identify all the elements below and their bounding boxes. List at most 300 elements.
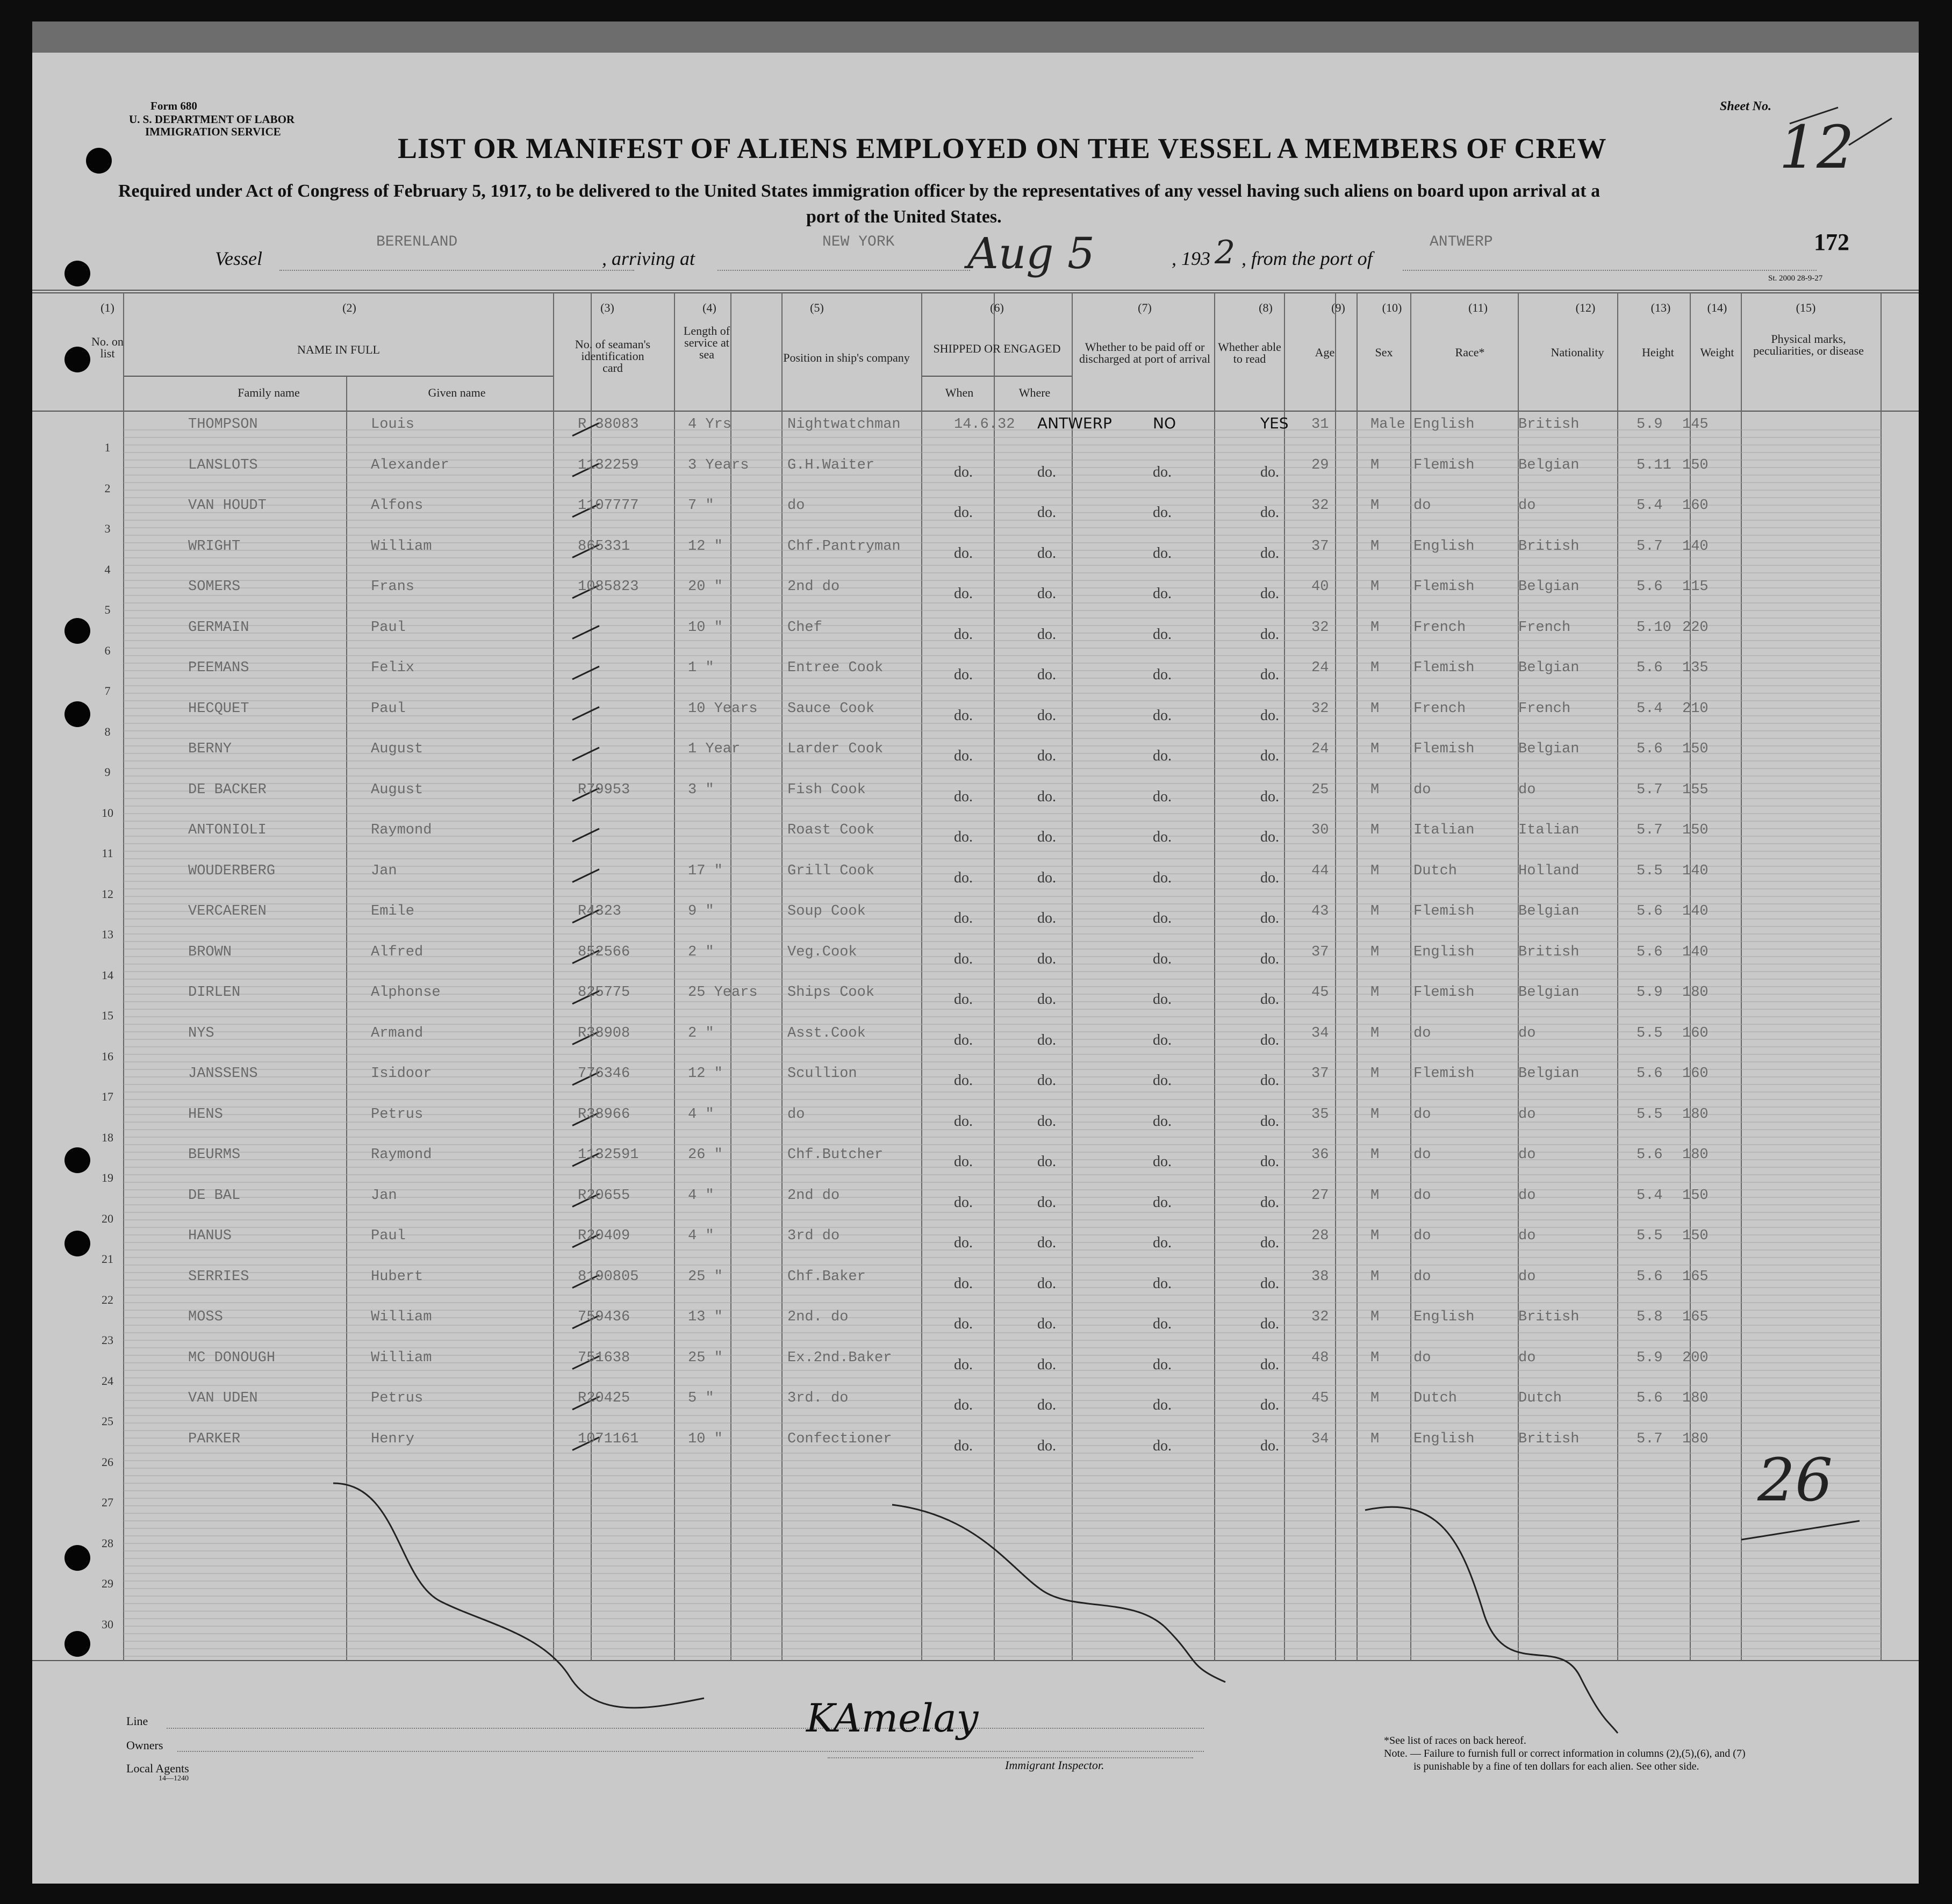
cell-read: do. bbox=[1260, 504, 1279, 521]
printer-code: St. 2000 28-9-27 bbox=[1768, 274, 1823, 283]
form-subtitle-2: port of the United States. bbox=[806, 207, 1002, 227]
cell-race: Flemish bbox=[1413, 579, 1475, 595]
cell-given: August bbox=[371, 781, 424, 798]
cell-weight: 150 bbox=[1682, 1228, 1709, 1244]
column-number: (5) bbox=[810, 301, 824, 314]
cell-weight: 160 bbox=[1682, 1025, 1709, 1041]
header-weight: Weight bbox=[1700, 346, 1734, 359]
vessel-name: BERENLAND bbox=[376, 234, 458, 250]
cell-family: DE BAL bbox=[188, 1187, 241, 1204]
row-number: 4 bbox=[104, 562, 111, 576]
cell-nat: do bbox=[1518, 1025, 1536, 1041]
cell-where: do. bbox=[1037, 1072, 1056, 1089]
cell-read: do. bbox=[1260, 666, 1279, 683]
cell-where: do. bbox=[1037, 1031, 1056, 1048]
header-age: Age bbox=[1315, 346, 1335, 359]
cell-sex: M bbox=[1370, 1066, 1380, 1082]
check-tick bbox=[572, 666, 599, 679]
cell-sex: M bbox=[1370, 944, 1380, 960]
cell-weight: 140 bbox=[1682, 944, 1709, 960]
cell-paid: NO bbox=[1153, 414, 1176, 432]
row-number: 7 bbox=[104, 684, 111, 698]
column-number: (10) bbox=[1382, 301, 1402, 314]
cell-position: Larder Cook bbox=[787, 741, 884, 757]
row-number: 22 bbox=[102, 1292, 113, 1306]
cell-weight: 160 bbox=[1682, 1066, 1709, 1082]
cell-when: do. bbox=[954, 910, 973, 926]
cell-age: 32 bbox=[1311, 619, 1329, 636]
cell-sex: M bbox=[1370, 863, 1380, 879]
cell-card: R20409 bbox=[578, 1228, 630, 1244]
cell-weight: 180 bbox=[1682, 1390, 1709, 1406]
cell-given: Hubert bbox=[371, 1268, 424, 1285]
cell-given: Emile bbox=[371, 903, 415, 919]
cell-position: do bbox=[787, 1106, 805, 1123]
cell-when: do. bbox=[954, 626, 973, 643]
row-number: 8 bbox=[104, 724, 111, 738]
cell-length: 17 " bbox=[688, 863, 723, 879]
cell-age: 24 bbox=[1311, 660, 1329, 676]
row-number: 30 bbox=[102, 1617, 113, 1631]
cell-where: do. bbox=[1037, 788, 1056, 805]
cell-paid: do. bbox=[1153, 748, 1172, 764]
row-number: 25 bbox=[102, 1414, 113, 1428]
cell-where: do. bbox=[1037, 463, 1056, 480]
cell-card: 852566 bbox=[578, 944, 630, 960]
cell-length: 9 " bbox=[688, 903, 714, 919]
cell-race: English bbox=[1413, 538, 1475, 555]
cell-position: Veg.Cook bbox=[787, 944, 857, 960]
cell-race: do bbox=[1413, 1147, 1431, 1163]
column-number: (12) bbox=[1575, 301, 1596, 314]
cell-given: Jan bbox=[371, 863, 397, 879]
column-number: (1) bbox=[101, 301, 114, 314]
cell-age: 25 bbox=[1311, 781, 1329, 798]
cell-sex: M bbox=[1370, 781, 1380, 798]
cell-weight: 220 bbox=[1682, 619, 1709, 636]
cell-family: SOMERS bbox=[188, 579, 241, 595]
cell-length: 4 " bbox=[688, 1228, 714, 1244]
cell-age: 27 bbox=[1311, 1187, 1329, 1204]
cell-given: Alfons bbox=[371, 498, 424, 514]
cell-family: NYS bbox=[188, 1025, 214, 1041]
cell-card: R4323 bbox=[578, 903, 622, 919]
cell-paid: do. bbox=[1153, 829, 1172, 845]
cell-family: GERMAIN bbox=[188, 619, 249, 636]
cell-read: do. bbox=[1260, 544, 1279, 562]
manifest-sheet bbox=[32, 21, 1919, 1884]
cell-card: R20655 bbox=[578, 1187, 630, 1204]
cell-position: Confectioner bbox=[787, 1431, 892, 1447]
cell-card: 1132259 bbox=[578, 457, 639, 473]
cell-race: do bbox=[1413, 498, 1431, 514]
header-sex: Sex bbox=[1375, 346, 1393, 359]
cell-sex: M bbox=[1370, 1187, 1380, 1204]
cell-length: 25 " bbox=[688, 1268, 723, 1285]
cell-family: HECQUET bbox=[188, 700, 249, 717]
column-number: (4) bbox=[702, 301, 716, 314]
cell-paid: do. bbox=[1153, 1316, 1172, 1332]
cell-height: 5.8 bbox=[1637, 1309, 1663, 1325]
cell-position: Chf.Baker bbox=[787, 1268, 866, 1285]
cell-position: 3rd. do bbox=[787, 1390, 849, 1406]
cell-weight: 140 bbox=[1682, 903, 1709, 919]
cell-weight: 135 bbox=[1682, 660, 1709, 676]
cell-where: do. bbox=[1037, 829, 1056, 845]
cell-weight: 150 bbox=[1682, 1187, 1709, 1204]
cell-where: do. bbox=[1037, 1316, 1056, 1332]
cell-sex: M bbox=[1370, 985, 1380, 1001]
cell-card: 759436 bbox=[578, 1309, 630, 1325]
cell-age: 29 bbox=[1311, 457, 1329, 473]
cell-where: do. bbox=[1037, 1153, 1056, 1170]
form-title: LIST OR MANIFEST OF ALIENS EMPLOYED ON THE VESSEL A MEMBERS OF CREW bbox=[398, 132, 1607, 164]
column-number: (9) bbox=[1331, 301, 1345, 314]
cell-read: do. bbox=[1260, 1356, 1279, 1373]
row-number: 11 bbox=[102, 846, 113, 860]
cell-paid: do. bbox=[1153, 1153, 1172, 1170]
cell-sex: M bbox=[1370, 538, 1380, 555]
cell-race: do bbox=[1413, 1349, 1431, 1366]
cell-sex: M bbox=[1370, 741, 1380, 757]
header-race: Race* bbox=[1455, 346, 1485, 359]
cell-height: 5.6 bbox=[1637, 1390, 1663, 1406]
cell-sex: Male bbox=[1370, 416, 1405, 433]
footer-agents-code: 14—1240 bbox=[159, 1774, 189, 1783]
cell-age: 28 bbox=[1311, 1228, 1329, 1244]
cell-card: R38966 bbox=[578, 1106, 630, 1123]
vessel-label: Vessel bbox=[215, 248, 262, 269]
cell-nat: French bbox=[1518, 619, 1571, 636]
cell-sex: M bbox=[1370, 1147, 1380, 1163]
cell-where: do. bbox=[1037, 1356, 1056, 1373]
cell-where: do. bbox=[1037, 544, 1056, 562]
cell-nat: Belgian bbox=[1518, 985, 1580, 1001]
cell-age: 45 bbox=[1311, 985, 1329, 1001]
row-number: 20 bbox=[102, 1211, 113, 1225]
cell-given: Raymond bbox=[371, 822, 432, 838]
header-length-service: Length of service at sea bbox=[683, 324, 730, 361]
cell-read: do. bbox=[1260, 950, 1279, 967]
cell-height: 5.4 bbox=[1637, 700, 1663, 717]
cell-race: do bbox=[1413, 1268, 1431, 1285]
cell-nat: Dutch bbox=[1518, 1390, 1562, 1406]
row-number: 19 bbox=[102, 1171, 113, 1184]
cell-family: VAN UDEN bbox=[188, 1390, 258, 1406]
cell-card: 776346 bbox=[578, 1066, 630, 1082]
cell-given: Petrus bbox=[371, 1106, 424, 1123]
arrival-date: Aug 5 bbox=[967, 228, 1095, 278]
cell-read: do. bbox=[1260, 910, 1279, 926]
cell-where: do. bbox=[1037, 991, 1056, 1008]
cell-given: Isidoor bbox=[371, 1066, 432, 1082]
cell-where: do. bbox=[1037, 1397, 1056, 1413]
cell-race: do bbox=[1413, 1106, 1431, 1123]
cell-height: 5.7 bbox=[1637, 1431, 1663, 1447]
cell-read: do. bbox=[1260, 788, 1279, 805]
cell-read: do. bbox=[1260, 707, 1279, 724]
sheet-label: Sheet No. bbox=[1720, 99, 1771, 113]
cell-family: ANTONIOLI bbox=[188, 822, 267, 838]
cell-nat: do bbox=[1518, 1268, 1536, 1285]
column-number: (8) bbox=[1259, 301, 1273, 314]
cell-when: do. bbox=[954, 463, 973, 480]
row-number: 18 bbox=[102, 1130, 113, 1144]
sheet-number: 12 bbox=[1779, 113, 1854, 182]
cell-read: do. bbox=[1260, 1112, 1279, 1130]
cell-paid: do. bbox=[1153, 707, 1172, 724]
cell-read: do. bbox=[1260, 1316, 1279, 1332]
cell-position: Nightwatchman bbox=[787, 416, 901, 433]
cell-read: do. bbox=[1260, 748, 1279, 764]
cell-when: do. bbox=[954, 829, 973, 845]
cell-when: do. bbox=[954, 1234, 973, 1251]
cell-weight: 165 bbox=[1682, 1309, 1709, 1325]
row-number: 29 bbox=[102, 1577, 113, 1590]
cell-age: 34 bbox=[1311, 1025, 1329, 1041]
cell-height: 5.6 bbox=[1637, 660, 1663, 676]
footer-agents-label: Local Agents bbox=[126, 1762, 189, 1775]
cell-weight: 140 bbox=[1682, 863, 1709, 879]
cell-read: do. bbox=[1260, 829, 1279, 845]
sheet-slash bbox=[1790, 107, 1838, 124]
cell-when: do. bbox=[954, 1031, 973, 1048]
handwritten-total: 26 bbox=[1757, 1446, 1833, 1514]
cell-weight: 145 bbox=[1682, 416, 1709, 433]
cell-length: 2 " bbox=[688, 1025, 714, 1041]
cell-height: 5.6 bbox=[1637, 1147, 1663, 1163]
cell-paid: do. bbox=[1153, 950, 1172, 967]
cell-nat: French bbox=[1518, 700, 1571, 717]
cell-position: Soup Cook bbox=[787, 903, 866, 919]
cell-position: 2nd do bbox=[787, 579, 840, 595]
cell-card: R20425 bbox=[578, 1390, 630, 1406]
cell-age: 45 bbox=[1311, 1390, 1329, 1406]
cell-nat: British bbox=[1518, 1309, 1580, 1325]
cell-paid: do. bbox=[1153, 1112, 1172, 1130]
header-shipped-engaged: SHIPPED OR ENGAGED bbox=[933, 342, 1061, 355]
cell-when: do. bbox=[954, 1437, 973, 1454]
cell-position: 2nd. do bbox=[787, 1309, 849, 1325]
cell-race: Flemish bbox=[1413, 985, 1475, 1001]
cell-paid: do. bbox=[1153, 1275, 1172, 1292]
cell-family: VAN HOUDT bbox=[188, 498, 267, 514]
cell-card: 1071161 bbox=[578, 1431, 639, 1447]
cell-given: Frans bbox=[371, 579, 415, 595]
cell-when: do. bbox=[954, 1072, 973, 1089]
cell-nat: British bbox=[1518, 538, 1580, 555]
cell-given: William bbox=[371, 1309, 432, 1325]
cell-when: do. bbox=[954, 1275, 973, 1292]
cell-when: do. bbox=[954, 869, 973, 886]
cell-nat: do bbox=[1518, 1228, 1536, 1244]
cell-race: Dutch bbox=[1413, 1390, 1458, 1406]
cell-sex: M bbox=[1370, 1309, 1380, 1325]
cell-when: do. bbox=[954, 1356, 973, 1373]
row-number: 15 bbox=[102, 1009, 113, 1022]
cell-race: do bbox=[1413, 1025, 1431, 1041]
column-number: (3) bbox=[600, 301, 614, 314]
cell-height: 5.6 bbox=[1637, 944, 1663, 960]
cell-weight: 210 bbox=[1682, 700, 1709, 717]
cell-sex: M bbox=[1370, 619, 1380, 636]
cell-position: Roast Cook bbox=[787, 822, 875, 838]
cell-given: Alexander bbox=[371, 457, 449, 473]
cell-paid: do. bbox=[1153, 1234, 1172, 1251]
cell-nat: Belgian bbox=[1518, 903, 1580, 919]
cell-length: 5 " bbox=[688, 1390, 714, 1406]
cell-nat: Belgian bbox=[1518, 741, 1580, 757]
header-family-name: Family name bbox=[238, 386, 300, 399]
cell-race: Flemish bbox=[1413, 457, 1475, 473]
cell-when: do. bbox=[954, 1194, 973, 1211]
cell-sex: M bbox=[1370, 1106, 1380, 1123]
cell-position: Ships Cook bbox=[787, 985, 875, 1001]
cell-weight: 155 bbox=[1682, 781, 1709, 798]
cell-paid: do. bbox=[1153, 869, 1172, 886]
cell-length: 26 " bbox=[688, 1147, 723, 1163]
cell-family: HANUS bbox=[188, 1228, 232, 1244]
cell-read: do. bbox=[1260, 1397, 1279, 1413]
cell-age: 32 bbox=[1311, 1309, 1329, 1325]
cell-nat: British bbox=[1518, 416, 1580, 433]
check-tick bbox=[572, 626, 599, 639]
cell-nat: do bbox=[1518, 1147, 1536, 1163]
cell-position: Chf.Pantryman bbox=[787, 538, 901, 555]
cell-when: do. bbox=[954, 1316, 973, 1332]
row-number: 1 bbox=[104, 441, 111, 454]
departure-port-label: , from the port of bbox=[1241, 248, 1373, 269]
cell-family: PARKER bbox=[188, 1431, 241, 1447]
row-number: 6 bbox=[104, 643, 111, 657]
form-number: Form 680 bbox=[150, 99, 197, 112]
cell-card: R38908 bbox=[578, 1025, 630, 1041]
header-where: Where bbox=[1018, 386, 1051, 399]
row-number: 5 bbox=[104, 603, 111, 616]
cell-paid: do. bbox=[1153, 1437, 1172, 1454]
cell-nat: British bbox=[1518, 1431, 1580, 1447]
cell-where: do. bbox=[1037, 1275, 1056, 1292]
cell-where: do. bbox=[1037, 1112, 1056, 1130]
cell-card: 8190805 bbox=[578, 1268, 639, 1285]
cell-position: Ex.2nd.Baker bbox=[787, 1349, 892, 1366]
cell-length: 4 Yrs bbox=[688, 416, 732, 433]
cell-nat: do bbox=[1518, 781, 1536, 798]
cell-length: 1 " bbox=[688, 660, 714, 676]
header-no-on-list: No. on list bbox=[91, 335, 124, 360]
cell-race: Dutch bbox=[1413, 863, 1458, 879]
footer-note-penalty: Note. — Failure to furnish full or correct information in columns (2),(5),(6), and (7) bbox=[1384, 1748, 1746, 1759]
row-number: 14 bbox=[102, 968, 113, 982]
cell-nat: Belgian bbox=[1518, 1066, 1580, 1082]
cell-family: WRIGHT bbox=[188, 538, 241, 555]
cell-read: YES bbox=[1260, 414, 1289, 432]
cell-family: DE BACKER bbox=[188, 781, 267, 798]
cell-weight: 115 bbox=[1682, 579, 1709, 595]
cell-when: do. bbox=[954, 788, 973, 805]
cell-height: 5.10 bbox=[1637, 619, 1671, 636]
cell-weight: 140 bbox=[1682, 538, 1709, 555]
cell-read: do. bbox=[1260, 1275, 1279, 1292]
cell-card: R 38083 bbox=[578, 416, 639, 433]
cell-given: Felix bbox=[371, 660, 415, 676]
cell-age: 32 bbox=[1311, 700, 1329, 717]
cell-read: do. bbox=[1260, 1031, 1279, 1048]
cell-family: SERRIES bbox=[188, 1268, 249, 1285]
cell-family: WOUDERBERG bbox=[188, 863, 276, 879]
cell-length: 3 " bbox=[688, 781, 714, 798]
cell-sex: M bbox=[1370, 1268, 1380, 1285]
header-nationality: Nationality bbox=[1551, 346, 1604, 359]
cell-position: Chf.Butcher bbox=[787, 1147, 884, 1163]
header-paid-off: Whether to be paid off or discharged at port of arrival bbox=[1079, 340, 1210, 365]
cell-height: 5.9 bbox=[1637, 416, 1663, 433]
cell-card: 751638 bbox=[578, 1349, 630, 1366]
cell-race: Flemish bbox=[1413, 903, 1475, 919]
cell-height: 5.7 bbox=[1637, 822, 1663, 838]
footer-owners-label: Owners bbox=[126, 1738, 163, 1752]
cell-where: do. bbox=[1037, 869, 1056, 886]
page-number: 172 bbox=[1814, 229, 1849, 255]
cell-position: Sauce Cook bbox=[787, 700, 875, 717]
column-number: (2) bbox=[342, 301, 356, 314]
departure-port: ANTWERP bbox=[1430, 234, 1493, 250]
row-number: 27 bbox=[102, 1496, 113, 1509]
cell-given: Paul bbox=[371, 1228, 406, 1244]
cell-sex: M bbox=[1370, 457, 1380, 473]
cell-height: 5.6 bbox=[1637, 1066, 1663, 1082]
footer-line-label: Line bbox=[126, 1714, 148, 1728]
row-number: 12 bbox=[102, 887, 113, 901]
cell-age: 31 bbox=[1311, 416, 1329, 433]
cell-when: do. bbox=[954, 1397, 973, 1413]
cell-height: 5.5 bbox=[1637, 1106, 1663, 1123]
header-when: When bbox=[945, 386, 974, 399]
cell-weight: 180 bbox=[1682, 1106, 1709, 1123]
row-number: 23 bbox=[102, 1333, 113, 1347]
cell-weight: 180 bbox=[1682, 1431, 1709, 1447]
cell-weight: 165 bbox=[1682, 1268, 1709, 1285]
department-name: U. S. DEPARTMENT OF LABOR bbox=[129, 113, 295, 126]
void-scribble bbox=[892, 1505, 1225, 1682]
void-scribble bbox=[1365, 1507, 1618, 1733]
cell-length: 10 " bbox=[688, 619, 723, 636]
cell-position: Chef bbox=[787, 619, 822, 636]
cell-sex: M bbox=[1370, 498, 1380, 514]
cell-family: MOSS bbox=[188, 1309, 223, 1325]
cell-when: do. bbox=[954, 707, 973, 724]
cell-given: August bbox=[371, 741, 424, 757]
cell-paid: do. bbox=[1153, 626, 1172, 643]
cell-given: Louis bbox=[371, 416, 415, 433]
cell-nat: Holland bbox=[1518, 863, 1580, 879]
column-number: (7) bbox=[1138, 301, 1152, 314]
service-name: IMMIGRATION SERVICE bbox=[145, 125, 281, 138]
cell-nat: do bbox=[1518, 1106, 1536, 1123]
header-able-read: Whether able to read bbox=[1218, 340, 1281, 365]
cell-weight: 150 bbox=[1682, 457, 1709, 473]
cell-position: Asst.Cook bbox=[787, 1025, 866, 1041]
cell-race: English bbox=[1413, 1309, 1475, 1325]
inspector-label: Immigrant Inspector. bbox=[1005, 1758, 1104, 1772]
check-tick bbox=[572, 829, 599, 842]
cell-family: PEEMANS bbox=[188, 660, 249, 676]
cell-given: William bbox=[371, 1349, 432, 1366]
cell-given: William bbox=[371, 538, 432, 555]
cell-when: do. bbox=[954, 748, 973, 764]
cell-length: 10 " bbox=[688, 1431, 723, 1447]
cell-age: 35 bbox=[1311, 1106, 1329, 1123]
